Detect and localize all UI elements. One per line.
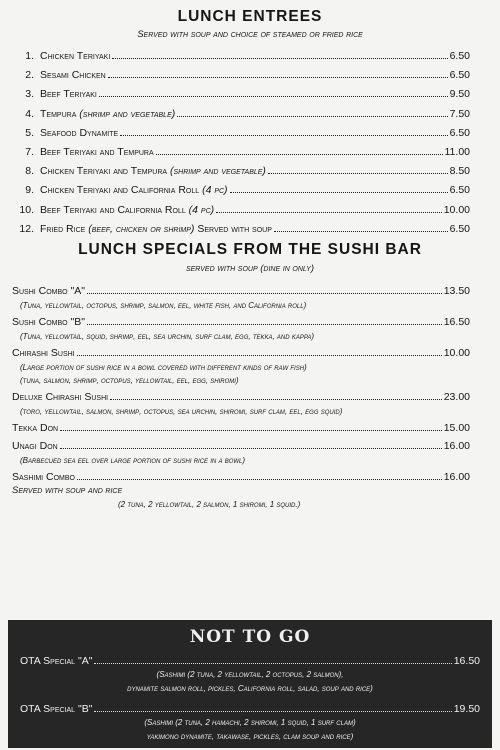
ota-special-item (8, 703, 492, 743)
sushi-specials-title: LUNCH SPECIALS FROM THE SUSHI BAR (78, 241, 422, 258)
ota-special-price: 16.50 (453, 655, 480, 667)
item-name-group (40, 127, 118, 139)
item-note: (shrimp and vegetable) (79, 107, 176, 120)
item-note: (4 pc) (202, 184, 228, 197)
menu-item (12, 146, 470, 165)
item-price: 8.50 (449, 165, 470, 178)
item-name: Beef Teriyaki (40, 88, 97, 101)
item-name: Chicken Teriyaki and California Roll (40, 184, 200, 197)
dot-leader (108, 76, 448, 78)
dot-leader (177, 115, 447, 117)
special-note: Served with soup and rice (12, 485, 123, 496)
dot-leader (87, 293, 442, 294)
sushi-specials-list (12, 285, 470, 515)
not-to-go-title: NOT TO GO (189, 627, 311, 647)
item-note: (4 pc) (188, 203, 215, 216)
item-number: 7. (25, 145, 34, 158)
menu-item (12, 108, 470, 127)
item-number: 4. (25, 107, 34, 120)
sushi-specials-subtitle: served with soup (dine in only) (185, 263, 315, 274)
menu-item (12, 127, 470, 146)
dot-leader (156, 153, 443, 155)
item-number: 2. (25, 69, 34, 82)
dot-leader (94, 711, 451, 712)
special-price: 16.00 (443, 440, 470, 452)
special-name: Chirashi Sushi (12, 347, 75, 359)
special-price: 16.00 (443, 471, 470, 483)
special-description: (Tuna, yellowtail, octopus, shrimp, salmon, eel, white fish, and California roll) (20, 301, 307, 310)
special-name: Sushi Combo "B" (12, 316, 85, 328)
special-header (12, 471, 470, 483)
item-note: (beef, chicken or shrimp) (88, 222, 195, 235)
dot-leader (230, 191, 448, 193)
item-name-suffix: Served with soup (197, 222, 272, 235)
item-name: Seafood Dynamite (40, 126, 119, 139)
item-name-group (40, 184, 228, 196)
lunch-entrees-subtitle: Served with soup and choice of steamed or fried rice (137, 29, 363, 40)
special-description: (Tuna, yellowtail, squid, shrimp, eel, sea urchin, surf clam, egg, tekka, and kappa) (20, 332, 315, 341)
not-to-go-box (8, 620, 492, 748)
special-name: Sushi Combo "A" (12, 285, 85, 297)
item-name: Chicken Teriyaki (40, 50, 111, 62)
item-price: 6.50 (449, 69, 470, 82)
item-number: 9. (25, 184, 34, 197)
item-price: 7.50 (449, 107, 470, 120)
item-number: 1. (25, 50, 34, 62)
ota-special-header (20, 655, 480, 667)
menu-item (12, 88, 470, 107)
special-name: Tekka Don (12, 422, 59, 434)
dot-leader (216, 211, 442, 213)
special-item (12, 316, 470, 341)
ota-special-description: dynamite salmon roll, pickles, California roll, salad, soup and rice) (127, 684, 373, 693)
menu-item (12, 223, 470, 242)
ota-special-description: (Sashimi (2 tuna, 2 yellowtail, 2 octopus, 2 salmon), (156, 670, 344, 679)
item-number: 3. (25, 88, 34, 101)
item-name-group (40, 50, 110, 62)
ota-special-description: yakimono dynamite, takawase, pickles, clam soup and rice) (146, 732, 354, 741)
special-description: (tuna, salmon, shrimp, octopus, yellowtail, eel, egg, shiromi) (20, 376, 239, 385)
item-number: 12. (19, 222, 34, 235)
ota-special-name: OTA Special "B" (20, 703, 93, 715)
not-to-go-list (8, 655, 492, 743)
item-number: 8. (25, 165, 34, 178)
dot-leader (94, 663, 451, 664)
dot-leader (120, 134, 447, 136)
special-header (12, 440, 470, 452)
dot-leader (274, 230, 448, 232)
special-description: (Large portion of sushi rice in a bowl covered with different kinds of raw fish) (20, 363, 307, 372)
dot-leader (110, 399, 442, 400)
item-price: 6.50 (449, 222, 470, 235)
item-note: (shrimp and vegetable) (169, 165, 266, 178)
special-price: 23.00 (443, 391, 470, 403)
special-header (12, 391, 470, 403)
dot-leader (77, 355, 442, 356)
item-price: 9.50 (449, 88, 470, 101)
item-price: 6.50 (449, 50, 470, 62)
dot-leader (60, 448, 442, 449)
item-name: Chicken Teriyaki and Tempura (40, 165, 168, 178)
ota-special-header (20, 703, 480, 715)
special-item (12, 347, 470, 385)
dot-leader (60, 430, 442, 431)
item-name: Tempura (40, 107, 77, 120)
item-name-group (40, 165, 266, 177)
item-price: 10.00 (443, 203, 470, 216)
item-price: 6.50 (449, 126, 470, 139)
special-description: (toro, yellowtail, salmon, shrimp, octopus, sea urchin, shiromi, surf clam, eel, egg squid) (20, 407, 343, 416)
special-header (12, 422, 470, 434)
item-price: 11.00 (444, 145, 470, 158)
special-name: Deluxe Chirashi Sushi (12, 391, 109, 403)
item-name-group (40, 69, 106, 81)
special-item (12, 422, 470, 434)
special-price: 10.00 (443, 347, 470, 359)
menu-item (12, 165, 470, 184)
special-item (12, 471, 470, 509)
menu-item (12, 50, 470, 69)
special-price: 16.50 (443, 316, 470, 328)
dot-leader (87, 324, 442, 325)
special-price: 13.50 (443, 285, 470, 297)
ota-special-price: 19.50 (453, 703, 480, 715)
item-name: Fried Rice (40, 222, 86, 235)
item-price: 6.50 (449, 184, 470, 197)
item-name-group (40, 146, 154, 158)
item-name: Beef Teriyaki and Tempura (40, 145, 154, 158)
special-description: (2 tuna, 2 yellowtail, 2 salmon, 1 shiromi, 1 squid.) (118, 500, 301, 509)
special-name: Unagi Don (12, 440, 58, 452)
dot-leader (99, 95, 448, 97)
special-item (12, 440, 470, 465)
ota-special-description: (Sashimi (2 tuna, 2 hamachi, 2 shiromi, 1 squid, 1 surf clam) (144, 718, 356, 727)
special-header (12, 347, 470, 359)
dot-leader (268, 172, 448, 174)
entrees-list (12, 50, 470, 242)
lunch-entrees-title: LUNCH ENTREES (177, 8, 323, 25)
special-header (12, 316, 470, 328)
special-name: Sashimi Combo (12, 471, 76, 483)
special-description: (Barbecued sea eel over large portion of sushi rice in a bowl) (20, 456, 246, 465)
item-name: Beef Teriyaki and California Roll (40, 203, 186, 216)
special-header (12, 285, 470, 297)
item-name-group (40, 204, 214, 216)
special-item (12, 391, 470, 416)
menu-item (12, 184, 470, 203)
dot-leader (112, 57, 447, 59)
item-name-group (40, 223, 272, 235)
special-item (12, 285, 470, 310)
menu-item (12, 69, 470, 88)
item-name: Sesami Chicken (40, 69, 106, 82)
item-number: 10. (19, 203, 34, 216)
ota-special-item (8, 655, 492, 695)
menu-item (12, 204, 470, 223)
item-number: 5. (25, 126, 34, 139)
item-name-group (40, 108, 175, 120)
dot-leader (77, 479, 442, 480)
special-price: 15.00 (443, 422, 470, 434)
item-name-group (40, 88, 97, 100)
ota-special-name: OTA Special "A" (20, 655, 93, 667)
